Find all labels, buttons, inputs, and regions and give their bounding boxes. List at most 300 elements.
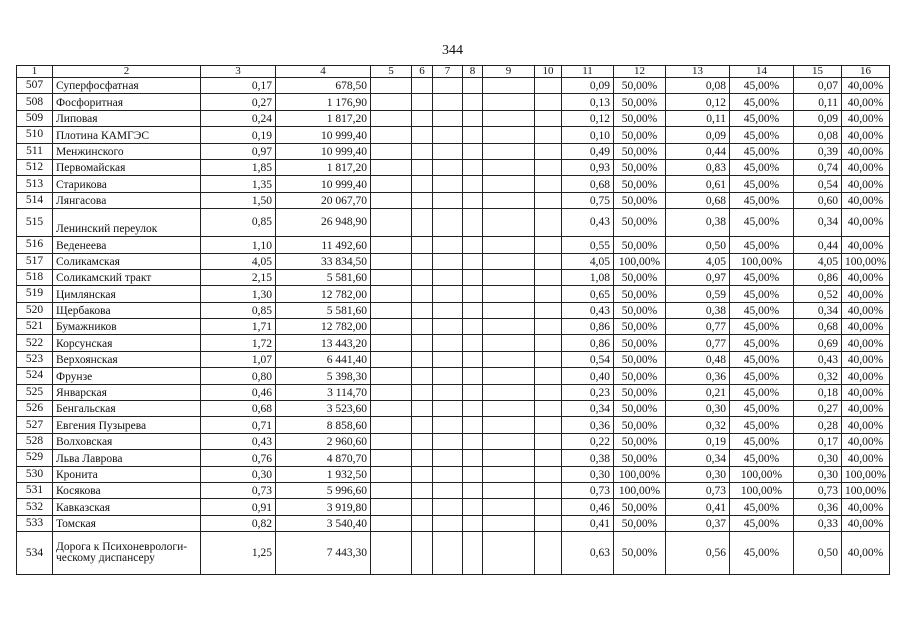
col11-value: 0,54 [562,351,614,367]
col12-percent: 100,00% [614,482,666,498]
empty-cell [535,237,562,253]
col15-value: 0,27 [794,401,842,417]
empty-cell [371,499,412,515]
empty-cell [483,94,535,110]
empty-cell [371,176,412,192]
empty-cell [433,499,463,515]
col14-percent: 45,00% [730,499,794,515]
col14-percent: 45,00% [730,532,794,575]
empty-cell [535,532,562,575]
empty-cell [433,176,463,192]
row-number: 507 [17,78,53,94]
col16-percent: 40,00% [842,237,890,253]
empty-cell [412,302,433,318]
col4-value: 3 919,80 [276,499,371,515]
table-row [17,532,890,575]
col12-percent: 50,00% [614,209,666,237]
empty-cell [412,237,433,253]
empty-cell [483,515,535,531]
col11-value: 0,86 [562,319,614,335]
col14-percent: 45,00% [730,335,794,351]
col11-value: 0,13 [562,94,614,110]
street-name: Старикова [53,176,201,192]
col15-value: 0,36 [794,499,842,515]
col11-value: 0,09 [562,78,614,94]
empty-cell [433,532,463,575]
empty-cell [483,78,535,94]
col12-percent: 50,00% [614,433,666,449]
empty-cell [433,417,463,433]
col3-value: 0,30 [201,466,276,482]
col4-value: 1 817,20 [276,110,371,126]
col3-value: 1,30 [201,286,276,302]
empty-cell [483,450,535,466]
col3-value: 0,68 [201,401,276,417]
col13-value: 0,41 [666,499,730,515]
col14-percent: 45,00% [730,450,794,466]
col15-value: 4,05 [794,253,842,269]
col3-value: 2,15 [201,269,276,285]
empty-cell [412,269,433,285]
empty-cell [412,253,433,269]
empty-cell [535,335,562,351]
empty-cell [483,401,535,417]
empty-cell [371,286,412,302]
col15-value: 0,34 [794,302,842,318]
col14-percent: 45,00% [730,237,794,253]
col15-value: 0,33 [794,515,842,531]
table-row [17,351,890,367]
row-number: 517 [17,253,53,269]
empty-cell [433,127,463,143]
col12-percent: 100,00% [614,253,666,269]
col16-percent: 40,00% [842,159,890,175]
col4-value: 7 443,30 [276,532,371,575]
empty-cell [463,237,483,253]
col16-percent: 40,00% [842,515,890,531]
street-name: Щербакова [53,302,201,318]
col12-percent: 100,00% [614,466,666,482]
table-row [17,319,890,335]
empty-cell [371,319,412,335]
col4-value: 678,50 [276,78,371,94]
empty-cell [483,532,535,575]
col4-value: 2 960,60 [276,433,371,449]
empty-cell [483,499,535,515]
row-number: 511 [17,143,53,159]
row-number: 530 [17,466,53,482]
table-row [17,401,890,417]
col3-value: 0,85 [201,302,276,318]
col13-value: 0,50 [666,237,730,253]
col13-value: 0,30 [666,466,730,482]
col3-value: 1,50 [201,192,276,208]
empty-cell [433,515,463,531]
col3-value: 1,72 [201,335,276,351]
col13-value: 0,09 [666,127,730,143]
col15-value: 0,09 [794,110,842,126]
empty-cell [535,253,562,269]
empty-cell [483,143,535,159]
table-row [17,143,890,159]
col11-value: 0,73 [562,482,614,498]
col16-percent: 40,00% [842,319,890,335]
table-body [17,78,890,575]
col14-percent: 45,00% [730,176,794,192]
empty-cell [433,269,463,285]
col13-value: 0,30 [666,401,730,417]
empty-cell [483,253,535,269]
empty-cell [412,209,433,237]
col15-value: 0,28 [794,417,842,433]
table-row [17,127,890,143]
data-table [16,65,890,575]
col11-value: 1,08 [562,269,614,285]
empty-cell [483,466,535,482]
col14-percent: 45,00% [730,127,794,143]
header-cell: 16 [842,66,890,78]
col14-percent: 45,00% [730,515,794,531]
col4-value: 1 176,90 [276,94,371,110]
col12-percent: 50,00% [614,532,666,575]
col13-value: 0,34 [666,450,730,466]
col15-value: 0,60 [794,192,842,208]
table-row [17,237,890,253]
empty-cell [463,335,483,351]
col15-value: 0,11 [794,94,842,110]
col11-value: 0,23 [562,384,614,400]
empty-cell [483,302,535,318]
col3-value: 1,25 [201,532,276,575]
street-name: Январская [53,384,201,400]
street-name: Суперфосфатная [53,78,201,94]
col15-value: 0,52 [794,286,842,302]
empty-cell [463,368,483,384]
header-cell: 14 [730,66,794,78]
col15-value: 0,39 [794,143,842,159]
col13-value: 0,37 [666,515,730,531]
street-name: Цимлянская [53,286,201,302]
empty-cell [371,159,412,175]
col4-value: 1 932,50 [276,466,371,482]
empty-cell [371,110,412,126]
col3-value: 0,76 [201,450,276,466]
col12-percent: 50,00% [614,499,666,515]
col3-value: 0,73 [201,482,276,498]
col4-value: 12 782,00 [276,286,371,302]
col14-percent: 45,00% [730,286,794,302]
empty-cell [371,78,412,94]
street-name: Бумажников [53,319,201,335]
col14-percent: 45,00% [730,351,794,367]
empty-cell [433,286,463,302]
street-name: Первомайская [53,159,201,175]
col3-value: 1,07 [201,351,276,367]
empty-cell [535,110,562,126]
header-cell: 4 [276,66,371,78]
table-row [17,433,890,449]
empty-cell [463,110,483,126]
empty-cell [433,94,463,110]
col15-value: 0,73 [794,482,842,498]
empty-cell [535,368,562,384]
col14-percent: 100,00% [730,466,794,482]
col14-percent: 45,00% [730,302,794,318]
col14-percent: 45,00% [730,209,794,237]
col14-percent: 45,00% [730,401,794,417]
col4-value: 3 540,40 [276,515,371,531]
col3-value: 0,80 [201,368,276,384]
col13-value: 0,36 [666,368,730,384]
empty-cell [535,319,562,335]
col3-value: 0,19 [201,127,276,143]
col13-value: 0,73 [666,482,730,498]
empty-cell [371,351,412,367]
empty-cell [371,209,412,237]
empty-cell [412,78,433,94]
empty-cell [371,482,412,498]
empty-cell [483,237,535,253]
col13-value: 4,05 [666,253,730,269]
table-row [17,302,890,318]
empty-cell [412,515,433,531]
col11-value: 0,36 [562,417,614,433]
empty-cell [535,192,562,208]
col11-value: 0,43 [562,209,614,237]
col4-value: 20 067,70 [276,192,371,208]
empty-cell [371,237,412,253]
row-number: 520 [17,302,53,318]
col16-percent: 40,00% [842,286,890,302]
col4-value: 3 523,60 [276,401,371,417]
empty-cell [535,482,562,498]
col16-percent: 100,00% [842,253,890,269]
col3-value: 0,17 [201,78,276,94]
col15-value: 0,44 [794,237,842,253]
col15-value: 0,68 [794,319,842,335]
col3-value: 1,85 [201,159,276,175]
col15-value: 0,08 [794,127,842,143]
col15-value: 0,30 [794,450,842,466]
col4-value: 8 858,60 [276,417,371,433]
col3-value: 0,97 [201,143,276,159]
empty-cell [371,253,412,269]
row-number: 525 [17,384,53,400]
empty-cell [433,78,463,94]
header-cell: 13 [666,66,730,78]
col16-percent: 40,00% [842,335,890,351]
empty-cell [463,384,483,400]
empty-cell [371,269,412,285]
col11-value: 0,75 [562,192,614,208]
empty-cell [412,143,433,159]
col16-percent: 40,00% [842,110,890,126]
col12-percent: 50,00% [614,417,666,433]
empty-cell [412,433,433,449]
table-row [17,209,890,237]
empty-cell [412,384,433,400]
col15-value: 0,18 [794,384,842,400]
empty-cell [433,351,463,367]
col15-value: 0,43 [794,351,842,367]
street-name: Волховская [53,433,201,449]
empty-cell [463,417,483,433]
col16-percent: 40,00% [842,450,890,466]
empty-cell [433,209,463,237]
empty-cell [483,433,535,449]
empty-cell [412,466,433,482]
col14-percent: 45,00% [730,368,794,384]
table-row [17,269,890,285]
street-name: Корсунская [53,335,201,351]
col3-value: 0,46 [201,384,276,400]
empty-cell [463,319,483,335]
empty-cell [463,192,483,208]
col16-percent: 40,00% [842,401,890,417]
empty-cell [371,368,412,384]
col14-percent: 45,00% [730,159,794,175]
col15-value: 0,17 [794,433,842,449]
col12-percent: 50,00% [614,159,666,175]
col12-percent: 50,00% [614,335,666,351]
col3-value: 0,85 [201,209,276,237]
table-row [17,515,890,531]
col15-value: 0,30 [794,466,842,482]
table-row [17,466,890,482]
col11-value: 0,10 [562,127,614,143]
empty-cell [433,192,463,208]
empty-cell [433,335,463,351]
empty-cell [483,209,535,237]
empty-cell [463,94,483,110]
empty-cell [433,482,463,498]
col3-value: 0,82 [201,515,276,531]
empty-cell [483,286,535,302]
empty-cell [535,417,562,433]
empty-cell [412,176,433,192]
empty-cell [463,209,483,237]
col4-value: 6 441,40 [276,351,371,367]
col4-value: 11 492,60 [276,237,371,253]
street-name: Веденеева [53,237,201,253]
empty-cell [412,335,433,351]
empty-cell [371,433,412,449]
col16-percent: 40,00% [842,368,890,384]
col13-value: 0,32 [666,417,730,433]
street-name: Дорога к Психоневрологи-ческому диспансеру [53,532,201,575]
col4-value: 10 999,40 [276,143,371,159]
col16-percent: 40,00% [842,433,890,449]
street-name: Томская [53,515,201,531]
empty-cell [463,499,483,515]
row-number: 527 [17,417,53,433]
row-number: 515 [17,209,53,237]
empty-cell [535,499,562,515]
empty-cell [433,450,463,466]
empty-cell [535,159,562,175]
empty-cell [483,319,535,335]
empty-cell [412,450,433,466]
col16-percent: 40,00% [842,143,890,159]
col15-value: 0,07 [794,78,842,94]
empty-cell [483,482,535,498]
row-number: 512 [17,159,53,175]
table-row [17,110,890,126]
col12-percent: 50,00% [614,319,666,335]
empty-cell [463,401,483,417]
empty-cell [371,335,412,351]
empty-cell [463,532,483,575]
empty-cell [412,319,433,335]
empty-cell [371,532,412,575]
col14-percent: 45,00% [730,110,794,126]
empty-cell [463,286,483,302]
table-row [17,499,890,515]
row-number: 521 [17,319,53,335]
row-number: 531 [17,482,53,498]
row-number: 513 [17,176,53,192]
table-row [17,176,890,192]
col12-percent: 50,00% [614,401,666,417]
col13-value: 0,38 [666,209,730,237]
empty-cell [412,499,433,515]
street-name: Ленинский переулок [53,209,201,237]
col14-percent: 100,00% [730,253,794,269]
col16-percent: 40,00% [842,302,890,318]
col13-value: 0,19 [666,433,730,449]
table-row [17,450,890,466]
empty-cell [535,78,562,94]
empty-cell [412,532,433,575]
col3-value: 0,24 [201,110,276,126]
col4-value: 4 870,70 [276,450,371,466]
col16-percent: 40,00% [842,176,890,192]
street-name: Кавказская [53,499,201,515]
col12-percent: 50,00% [614,192,666,208]
row-number: 526 [17,401,53,417]
col3-value: 1,10 [201,237,276,253]
empty-cell [535,176,562,192]
header-cell: 3 [201,66,276,78]
col11-value: 0,40 [562,368,614,384]
col4-value: 3 114,70 [276,384,371,400]
col16-percent: 40,00% [842,78,890,94]
col15-value: 0,32 [794,368,842,384]
col14-percent: 45,00% [730,384,794,400]
col13-value: 0,61 [666,176,730,192]
table-row [17,482,890,498]
street-name: Евгения Пузырева [53,417,201,433]
empty-cell [483,110,535,126]
col11-value: 0,93 [562,159,614,175]
header-cell: 9 [483,66,535,78]
col11-value: 0,12 [562,110,614,126]
empty-cell [535,94,562,110]
col14-percent: 45,00% [730,433,794,449]
street-name: Соликамская [53,253,201,269]
empty-cell [371,417,412,433]
col11-value: 0,86 [562,335,614,351]
col15-value: 0,86 [794,269,842,285]
col13-value: 0,77 [666,319,730,335]
col4-value: 5 581,60 [276,269,371,285]
col12-percent: 50,00% [614,302,666,318]
col16-percent: 100,00% [842,482,890,498]
col14-percent: 45,00% [730,269,794,285]
col15-value: 0,50 [794,532,842,575]
empty-cell [412,127,433,143]
empty-cell [463,159,483,175]
